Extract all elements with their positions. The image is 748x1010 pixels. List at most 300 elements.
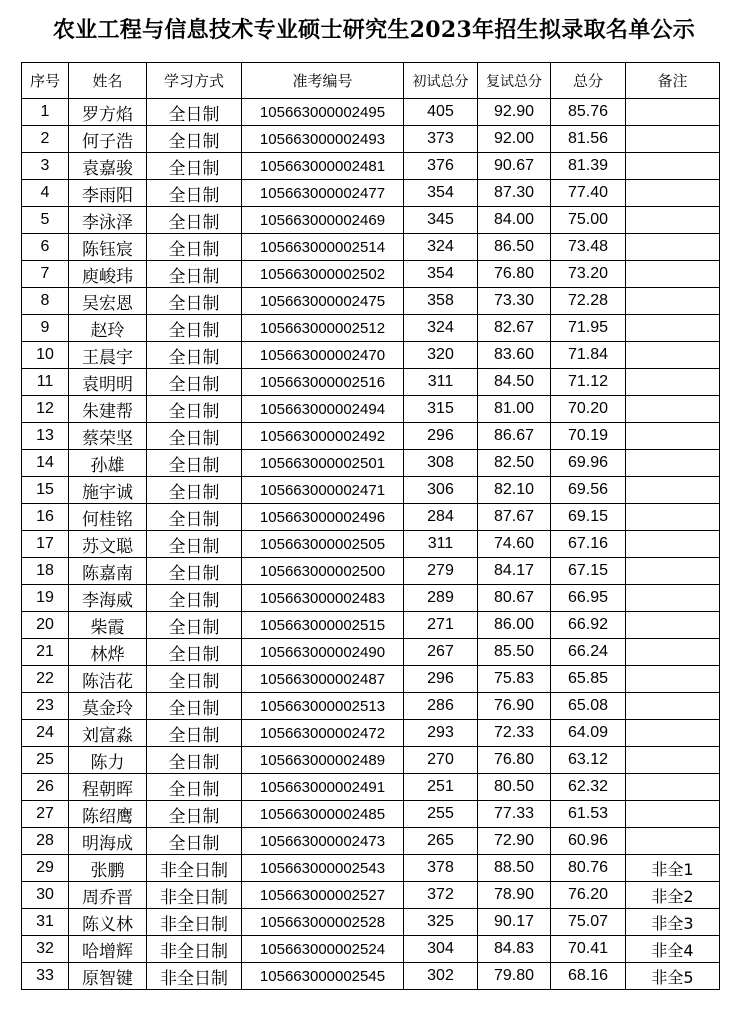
cell-exam-id: 105663000002492 bbox=[242, 423, 404, 450]
cell-seq: 29 bbox=[22, 855, 69, 882]
cell-study-mode: 全日制 bbox=[147, 558, 242, 585]
cell-note bbox=[626, 342, 720, 369]
table-header-row bbox=[22, 63, 720, 99]
cell-initial-score: 311 bbox=[404, 369, 478, 396]
cell-retest-score: 84.00 bbox=[478, 207, 551, 234]
cell-retest-score: 73.30 bbox=[478, 288, 551, 315]
cell-retest-score: 83.60 bbox=[478, 342, 551, 369]
cell-total-score: 75.00 bbox=[551, 207, 626, 234]
cell-study-mode: 非全日制 bbox=[147, 963, 242, 990]
cell-exam-id: 105663000002494 bbox=[242, 396, 404, 423]
cell-note: 非全2 bbox=[626, 882, 720, 909]
cell-exam-id: 105663000002516 bbox=[242, 369, 404, 396]
cell-name: 朱建帮 bbox=[69, 396, 147, 423]
table-row bbox=[22, 342, 720, 369]
cell-name: 刘富淼 bbox=[69, 720, 147, 747]
cell-exam-id: 105663000002505 bbox=[242, 531, 404, 558]
cell-total-score: 65.85 bbox=[551, 666, 626, 693]
cell-seq: 21 bbox=[22, 639, 69, 666]
cell-total-score: 65.08 bbox=[551, 693, 626, 720]
cell-initial-score: 289 bbox=[404, 585, 478, 612]
cell-total-score: 70.41 bbox=[551, 936, 626, 963]
cell-note bbox=[626, 585, 720, 612]
cell-note: 非全5 bbox=[626, 963, 720, 990]
table-row bbox=[22, 909, 720, 936]
cell-retest-score: 86.50 bbox=[478, 234, 551, 261]
cell-study-mode: 全日制 bbox=[147, 504, 242, 531]
cell-study-mode: 全日制 bbox=[147, 180, 242, 207]
cell-retest-score: 72.33 bbox=[478, 720, 551, 747]
cell-retest-score: 86.00 bbox=[478, 612, 551, 639]
table-row bbox=[22, 234, 720, 261]
cell-note bbox=[626, 801, 720, 828]
cell-initial-score: 376 bbox=[404, 153, 478, 180]
cell-study-mode: 非全日制 bbox=[147, 882, 242, 909]
cell-exam-id: 105663000002513 bbox=[242, 693, 404, 720]
cell-exam-id: 105663000002471 bbox=[242, 477, 404, 504]
cell-initial-score: 358 bbox=[404, 288, 478, 315]
table-row bbox=[22, 126, 720, 153]
cell-study-mode: 全日制 bbox=[147, 153, 242, 180]
cell-name: 柴霞 bbox=[69, 612, 147, 639]
cell-name: 莫金玲 bbox=[69, 693, 147, 720]
table-row bbox=[22, 369, 720, 396]
cell-total-score: 81.39 bbox=[551, 153, 626, 180]
table-row bbox=[22, 396, 720, 423]
header-mode: 学习方式 bbox=[147, 63, 242, 99]
cell-initial-score: 296 bbox=[404, 423, 478, 450]
admission-table bbox=[21, 62, 720, 990]
cell-total-score: 60.96 bbox=[551, 828, 626, 855]
cell-initial-score: 324 bbox=[404, 234, 478, 261]
cell-study-mode: 全日制 bbox=[147, 531, 242, 558]
cell-retest-score: 92.00 bbox=[478, 126, 551, 153]
cell-retest-score: 88.50 bbox=[478, 855, 551, 882]
table-row bbox=[22, 261, 720, 288]
cell-name: 李雨阳 bbox=[69, 180, 147, 207]
header-seq: 序号 bbox=[22, 63, 69, 99]
cell-name: 张鹏 bbox=[69, 855, 147, 882]
cell-note bbox=[626, 99, 720, 126]
cell-exam-id: 105663000002473 bbox=[242, 828, 404, 855]
cell-total-score: 64.09 bbox=[551, 720, 626, 747]
cell-seq: 16 bbox=[22, 504, 69, 531]
cell-note bbox=[626, 639, 720, 666]
cell-study-mode: 非全日制 bbox=[147, 936, 242, 963]
cell-seq: 17 bbox=[22, 531, 69, 558]
cell-study-mode: 全日制 bbox=[147, 477, 242, 504]
cell-retest-score: 82.10 bbox=[478, 477, 551, 504]
cell-initial-score: 267 bbox=[404, 639, 478, 666]
cell-initial-score: 354 bbox=[404, 180, 478, 207]
cell-initial-score: 304 bbox=[404, 936, 478, 963]
cell-note bbox=[626, 828, 720, 855]
cell-seq: 5 bbox=[22, 207, 69, 234]
cell-exam-id: 105663000002527 bbox=[242, 882, 404, 909]
cell-seq: 33 bbox=[22, 963, 69, 990]
cell-name: 王晨宇 bbox=[69, 342, 147, 369]
cell-study-mode: 全日制 bbox=[147, 612, 242, 639]
table-row bbox=[22, 450, 720, 477]
cell-exam-id: 105663000002501 bbox=[242, 450, 404, 477]
cell-name: 哈增辉 bbox=[69, 936, 147, 963]
cell-seq: 8 bbox=[22, 288, 69, 315]
cell-total-score: 71.95 bbox=[551, 315, 626, 342]
cell-note bbox=[626, 153, 720, 180]
cell-exam-id: 105663000002496 bbox=[242, 504, 404, 531]
cell-total-score: 69.96 bbox=[551, 450, 626, 477]
cell-retest-score: 80.50 bbox=[478, 774, 551, 801]
cell-retest-score: 80.67 bbox=[478, 585, 551, 612]
cell-name: 陈绍鹰 bbox=[69, 801, 147, 828]
cell-note: 非全4 bbox=[626, 936, 720, 963]
cell-study-mode: 全日制 bbox=[147, 315, 242, 342]
cell-study-mode: 全日制 bbox=[147, 585, 242, 612]
cell-study-mode: 全日制 bbox=[147, 423, 242, 450]
cell-initial-score: 270 bbox=[404, 747, 478, 774]
cell-note bbox=[626, 450, 720, 477]
table-row bbox=[22, 477, 720, 504]
cell-seq: 15 bbox=[22, 477, 69, 504]
cell-seq: 1 bbox=[22, 99, 69, 126]
document-title: 农业工程与信息技术专业硕士研究生2023年招生拟录取名单公示 bbox=[52, 17, 696, 43]
table-row bbox=[22, 153, 720, 180]
cell-retest-score: 87.67 bbox=[478, 504, 551, 531]
cell-initial-score: 271 bbox=[404, 612, 478, 639]
table-row bbox=[22, 882, 720, 909]
cell-name: 施宇诚 bbox=[69, 477, 147, 504]
cell-total-score: 66.92 bbox=[551, 612, 626, 639]
cell-note bbox=[626, 666, 720, 693]
cell-note bbox=[626, 477, 720, 504]
cell-exam-id: 105663000002528 bbox=[242, 909, 404, 936]
cell-initial-score: 251 bbox=[404, 774, 478, 801]
cell-name: 李泳泽 bbox=[69, 207, 147, 234]
cell-note bbox=[626, 747, 720, 774]
cell-initial-score: 372 bbox=[404, 882, 478, 909]
table-row bbox=[22, 531, 720, 558]
cell-note bbox=[626, 396, 720, 423]
cell-total-score: 63.12 bbox=[551, 747, 626, 774]
cell-note bbox=[626, 693, 720, 720]
cell-study-mode: 全日制 bbox=[147, 99, 242, 126]
cell-name: 何子浩 bbox=[69, 126, 147, 153]
cell-study-mode: 全日制 bbox=[147, 450, 242, 477]
cell-initial-score: 308 bbox=[404, 450, 478, 477]
cell-name: 陈力 bbox=[69, 747, 147, 774]
table-row bbox=[22, 99, 720, 126]
cell-initial-score: 306 bbox=[404, 477, 478, 504]
cell-initial-score: 279 bbox=[404, 558, 478, 585]
cell-exam-id: 105663000002475 bbox=[242, 288, 404, 315]
cell-seq: 24 bbox=[22, 720, 69, 747]
cell-name: 明海成 bbox=[69, 828, 147, 855]
cell-exam-id: 105663000002487 bbox=[242, 666, 404, 693]
table-row bbox=[22, 720, 720, 747]
cell-retest-score: 76.90 bbox=[478, 693, 551, 720]
table-row bbox=[22, 504, 720, 531]
cell-retest-score: 90.17 bbox=[478, 909, 551, 936]
cell-exam-id: 105663000002485 bbox=[242, 801, 404, 828]
header-note: 备注 bbox=[626, 63, 720, 99]
cell-note bbox=[626, 558, 720, 585]
cell-seq: 31 bbox=[22, 909, 69, 936]
cell-initial-score: 302 bbox=[404, 963, 478, 990]
cell-study-mode: 全日制 bbox=[147, 801, 242, 828]
cell-total-score: 81.56 bbox=[551, 126, 626, 153]
cell-study-mode: 全日制 bbox=[147, 342, 242, 369]
cell-name: 孙雄 bbox=[69, 450, 147, 477]
table-row bbox=[22, 855, 720, 882]
cell-total-score: 67.16 bbox=[551, 531, 626, 558]
table-row bbox=[22, 180, 720, 207]
cell-study-mode: 全日制 bbox=[147, 666, 242, 693]
cell-total-score: 70.20 bbox=[551, 396, 626, 423]
cell-total-score: 70.19 bbox=[551, 423, 626, 450]
cell-total-score: 71.12 bbox=[551, 369, 626, 396]
cell-retest-score: 82.67 bbox=[478, 315, 551, 342]
cell-name: 吴宏恩 bbox=[69, 288, 147, 315]
table-row bbox=[22, 558, 720, 585]
cell-note bbox=[626, 234, 720, 261]
cell-retest-score: 84.50 bbox=[478, 369, 551, 396]
table-row bbox=[22, 288, 720, 315]
cell-retest-score: 86.67 bbox=[478, 423, 551, 450]
cell-retest-score: 85.50 bbox=[478, 639, 551, 666]
cell-exam-id: 105663000002481 bbox=[242, 153, 404, 180]
cell-exam-id: 105663000002489 bbox=[242, 747, 404, 774]
cell-name: 李海威 bbox=[69, 585, 147, 612]
cell-initial-score: 325 bbox=[404, 909, 478, 936]
cell-initial-score: 345 bbox=[404, 207, 478, 234]
cell-note bbox=[626, 774, 720, 801]
cell-seq: 11 bbox=[22, 369, 69, 396]
cell-note bbox=[626, 315, 720, 342]
cell-note: 非全3 bbox=[626, 909, 720, 936]
cell-name: 蔡荣坚 bbox=[69, 423, 147, 450]
cell-retest-score: 84.83 bbox=[478, 936, 551, 963]
cell-retest-score: 77.33 bbox=[478, 801, 551, 828]
cell-retest-score: 79.80 bbox=[478, 963, 551, 990]
cell-study-mode: 全日制 bbox=[147, 639, 242, 666]
header-retest-score: 复试总分 bbox=[478, 63, 551, 99]
cell-study-mode: 全日制 bbox=[147, 396, 242, 423]
cell-name: 陈钰宸 bbox=[69, 234, 147, 261]
cell-initial-score: 315 bbox=[404, 396, 478, 423]
cell-seq: 23 bbox=[22, 693, 69, 720]
cell-exam-id: 105663000002524 bbox=[242, 936, 404, 963]
cell-initial-score: 324 bbox=[404, 315, 478, 342]
cell-exam-id: 105663000002472 bbox=[242, 720, 404, 747]
cell-seq: 26 bbox=[22, 774, 69, 801]
cell-note bbox=[626, 126, 720, 153]
cell-initial-score: 354 bbox=[404, 261, 478, 288]
cell-initial-score: 320 bbox=[404, 342, 478, 369]
cell-total-score: 62.32 bbox=[551, 774, 626, 801]
cell-note bbox=[626, 423, 720, 450]
cell-study-mode: 全日制 bbox=[147, 234, 242, 261]
cell-retest-score: 72.90 bbox=[478, 828, 551, 855]
cell-name: 陈洁花 bbox=[69, 666, 147, 693]
cell-study-mode: 全日制 bbox=[147, 747, 242, 774]
cell-exam-id: 105663000002483 bbox=[242, 585, 404, 612]
cell-exam-id: 105663000002543 bbox=[242, 855, 404, 882]
cell-retest-score: 90.67 bbox=[478, 153, 551, 180]
cell-name: 原智键 bbox=[69, 963, 147, 990]
cell-exam-id: 105663000002469 bbox=[242, 207, 404, 234]
cell-total-score: 73.20 bbox=[551, 261, 626, 288]
cell-retest-score: 78.90 bbox=[478, 882, 551, 909]
cell-initial-score: 255 bbox=[404, 801, 478, 828]
cell-total-score: 77.40 bbox=[551, 180, 626, 207]
cell-seq: 10 bbox=[22, 342, 69, 369]
table-row bbox=[22, 666, 720, 693]
cell-total-score: 69.56 bbox=[551, 477, 626, 504]
table-row bbox=[22, 747, 720, 774]
cell-total-score: 76.20 bbox=[551, 882, 626, 909]
cell-exam-id: 105663000002512 bbox=[242, 315, 404, 342]
table-row bbox=[22, 828, 720, 855]
cell-total-score: 71.84 bbox=[551, 342, 626, 369]
cell-seq: 14 bbox=[22, 450, 69, 477]
cell-note bbox=[626, 369, 720, 396]
cell-total-score: 66.95 bbox=[551, 585, 626, 612]
cell-study-mode: 全日制 bbox=[147, 720, 242, 747]
cell-exam-id: 105663000002502 bbox=[242, 261, 404, 288]
cell-name: 袁明明 bbox=[69, 369, 147, 396]
cell-exam-id: 105663000002500 bbox=[242, 558, 404, 585]
cell-initial-score: 286 bbox=[404, 693, 478, 720]
cell-study-mode: 全日制 bbox=[147, 369, 242, 396]
cell-note bbox=[626, 504, 720, 531]
cell-total-score: 68.16 bbox=[551, 963, 626, 990]
cell-total-score: 61.53 bbox=[551, 801, 626, 828]
cell-total-score: 85.76 bbox=[551, 99, 626, 126]
cell-total-score: 80.76 bbox=[551, 855, 626, 882]
cell-note bbox=[626, 261, 720, 288]
cell-total-score: 67.15 bbox=[551, 558, 626, 585]
table-row bbox=[22, 801, 720, 828]
cell-study-mode: 全日制 bbox=[147, 261, 242, 288]
cell-seq: 18 bbox=[22, 558, 69, 585]
cell-initial-score: 284 bbox=[404, 504, 478, 531]
cell-note bbox=[626, 207, 720, 234]
cell-study-mode: 全日制 bbox=[147, 828, 242, 855]
cell-study-mode: 全日制 bbox=[147, 774, 242, 801]
cell-seq: 2 bbox=[22, 126, 69, 153]
cell-name: 赵玲 bbox=[69, 315, 147, 342]
cell-exam-id: 105663000002514 bbox=[242, 234, 404, 261]
header-initial-score: 初试总分 bbox=[404, 63, 478, 99]
cell-retest-score: 74.60 bbox=[478, 531, 551, 558]
cell-initial-score: 378 bbox=[404, 855, 478, 882]
cell-study-mode: 非全日制 bbox=[147, 855, 242, 882]
cell-exam-id: 105663000002493 bbox=[242, 126, 404, 153]
cell-exam-id: 105663000002490 bbox=[242, 639, 404, 666]
cell-seq: 32 bbox=[22, 936, 69, 963]
cell-seq: 27 bbox=[22, 801, 69, 828]
cell-name: 程朝晖 bbox=[69, 774, 147, 801]
table-row bbox=[22, 639, 720, 666]
cell-seq: 28 bbox=[22, 828, 69, 855]
table-row bbox=[22, 207, 720, 234]
cell-seq: 9 bbox=[22, 315, 69, 342]
cell-total-score: 73.48 bbox=[551, 234, 626, 261]
cell-total-score: 75.07 bbox=[551, 909, 626, 936]
cell-initial-score: 405 bbox=[404, 99, 478, 126]
table-row bbox=[22, 693, 720, 720]
table-row bbox=[22, 936, 720, 963]
header-name: 姓名 bbox=[69, 63, 147, 99]
cell-study-mode: 全日制 bbox=[147, 288, 242, 315]
table-row bbox=[22, 612, 720, 639]
cell-total-score: 72.28 bbox=[551, 288, 626, 315]
cell-seq: 6 bbox=[22, 234, 69, 261]
table-row bbox=[22, 963, 720, 990]
cell-seq: 25 bbox=[22, 747, 69, 774]
cell-seq: 13 bbox=[22, 423, 69, 450]
cell-initial-score: 296 bbox=[404, 666, 478, 693]
cell-seq: 7 bbox=[22, 261, 69, 288]
cell-retest-score: 92.90 bbox=[478, 99, 551, 126]
header-total-score: 总分 bbox=[551, 63, 626, 99]
cell-retest-score: 82.50 bbox=[478, 450, 551, 477]
table-row bbox=[22, 774, 720, 801]
cell-note bbox=[626, 531, 720, 558]
cell-exam-id: 105663000002477 bbox=[242, 180, 404, 207]
header-exam-id: 准考编号 bbox=[242, 63, 404, 99]
cell-exam-id: 105663000002495 bbox=[242, 99, 404, 126]
cell-initial-score: 265 bbox=[404, 828, 478, 855]
cell-initial-score: 293 bbox=[404, 720, 478, 747]
cell-name: 袁嘉骏 bbox=[69, 153, 147, 180]
cell-study-mode: 全日制 bbox=[147, 126, 242, 153]
cell-seq: 19 bbox=[22, 585, 69, 612]
cell-seq: 3 bbox=[22, 153, 69, 180]
cell-retest-score: 76.80 bbox=[478, 261, 551, 288]
cell-retest-score: 76.80 bbox=[478, 747, 551, 774]
cell-name: 陈义林 bbox=[69, 909, 147, 936]
cell-exam-id: 105663000002491 bbox=[242, 774, 404, 801]
cell-study-mode: 非全日制 bbox=[147, 909, 242, 936]
cell-exam-id: 105663000002515 bbox=[242, 612, 404, 639]
table-row bbox=[22, 423, 720, 450]
cell-exam-id: 105663000002470 bbox=[242, 342, 404, 369]
cell-name: 何桂铭 bbox=[69, 504, 147, 531]
table-row bbox=[22, 315, 720, 342]
cell-total-score: 69.15 bbox=[551, 504, 626, 531]
cell-name: 林烨 bbox=[69, 639, 147, 666]
cell-study-mode: 全日制 bbox=[147, 207, 242, 234]
cell-seq: 4 bbox=[22, 180, 69, 207]
cell-seq: 12 bbox=[22, 396, 69, 423]
cell-seq: 22 bbox=[22, 666, 69, 693]
cell-initial-score: 311 bbox=[404, 531, 478, 558]
cell-name: 周乔晋 bbox=[69, 882, 147, 909]
cell-note bbox=[626, 720, 720, 747]
cell-name: 罗方焰 bbox=[69, 99, 147, 126]
cell-note bbox=[626, 288, 720, 315]
cell-initial-score: 373 bbox=[404, 126, 478, 153]
table-row bbox=[22, 585, 720, 612]
cell-seq: 20 bbox=[22, 612, 69, 639]
cell-name: 陈嘉南 bbox=[69, 558, 147, 585]
cell-exam-id: 105663000002545 bbox=[242, 963, 404, 990]
cell-study-mode: 全日制 bbox=[147, 693, 242, 720]
cell-note: 非全1 bbox=[626, 855, 720, 882]
cell-seq: 30 bbox=[22, 882, 69, 909]
cell-total-score: 66.24 bbox=[551, 639, 626, 666]
